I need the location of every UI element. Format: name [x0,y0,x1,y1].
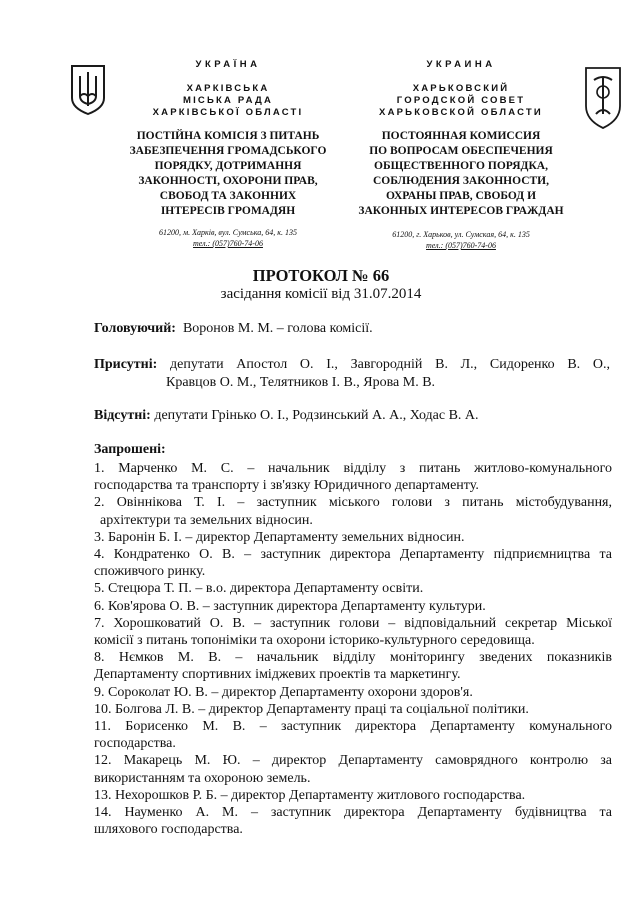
list-item: 7. Хорошковатий О. В. – заступник голови – відповідальний секретар Міської [94,615,612,631]
commission-line-1: ПОСТІЙНА КОМІСІЯ З ПИТАНЬ [136,130,320,142]
list-item: 11. Борисенко М. В. – заступник директора Департаменту комунального [94,719,612,735]
list-item: 3. Баронін Б. І. – директор Департаменту земельних відносин. [94,529,465,545]
commission-line-3: ПОРЯДКУ, ДОТРИМАННЯ [154,160,302,172]
council-line-3: ХАРЬКОВСКОЙ ОБЛАСТИ [379,107,543,118]
absent-line [94,407,479,424]
present-text-1: депутати Апостол О. І., Завгородній В. Л., Сидоренко В. О., [170,357,611,372]
absent-text: депутати Грінько О. І., Родзинський А. А., Ходас В. А. [154,408,479,423]
address-ua [118,227,338,249]
country-name-ua: УКРАЇНА [195,59,261,70]
council-line-2: ГОРОДСКОЙ СОВЕТ [396,95,526,106]
present-line-1 [94,356,610,373]
list-item: 12. Макарець М. Ю. – директор Департаменту самоврядного контролю за [94,753,612,769]
header-left [118,59,338,249]
invited-label-text: Запрошені: [94,442,166,457]
list-item: 6. Ков'ярова О. В. – заступник директора Департаменту культури. [94,598,486,614]
present-label: Присутні: [94,357,158,372]
list-item: 14. Науменко А. М. – заступник директора Департаменту будівництва та [94,805,612,821]
address-street: 61200, м. Харків, вул. Сумська, 64, к. 135 [159,228,297,237]
list-item: 5. Стецюра Т. П. – в.о. директора Департаменту освіти. [94,581,424,597]
commission-line-1: ПОСТОЯННАЯ КОМИССИЯ [381,130,541,142]
list-item: 2. Овіннікова Т. І. – заступник міського голови з питань містобудування, [94,495,612,511]
country-name-ru: УКРАИНА [426,59,496,70]
protocol-title: ПРОТОКОЛ № 66 [252,266,390,285]
council-line-1: ХАРКІВСЬКА [186,83,270,94]
kharkiv-coat-of-arms-icon [580,62,626,134]
list-item: господарства та транспорту і зв'язку Юридичного департаменту. [94,478,479,494]
address-ru [344,229,578,251]
list-item: архітектури та земельних відносин. [100,512,313,528]
list-item: господарства. [94,736,176,752]
present-line-2: Кравцов О. М., Телятников І. В., Ярова М. В. [166,375,436,390]
address-phone: тел.: (057)760-74-06 [426,241,496,250]
address-phone: тел.: (057)760-74-06 [193,239,263,248]
absent-label: Відсутні: [94,408,151,423]
list-item: 13. Нехорошков Р. Б. – директор Департаменту житлового господарства. [94,787,526,803]
list-item: споживчого ринку. [94,564,206,580]
chair-text: Воронов М. М. – голова комісії. [182,321,373,336]
list-item: використанням та охороною земель. [94,770,311,786]
protocol-subtitle: засідання комісії від 31.07.2014 [220,286,422,302]
list-item: 9. Сороколат Ю. В. – директор Департаменту охорони здоров'я. [94,684,473,700]
commission-line-6: ІНТЕРЕСІВ ГРОМАДЯН [160,205,296,217]
chair-label: Головуючий: [94,321,176,336]
chair-line [94,320,373,337]
commission-line-4: СОБЛЮДЕНИЯ ЗАКОННОСТИ, [372,175,549,187]
commission-line-6: ЗАКОННЫХ ИНТЕРЕСОВ ГРАЖДАН [358,205,564,217]
list-item: Департаменту спортивних іміджевих проектів та маркетингу. [94,667,461,683]
council-line-1: ХАРЬКОВСКИЙ [412,83,510,94]
list-item: 8. Нємков М. В. – начальник відділу моніторингу зведених показників [94,650,612,666]
address-street: 61200, г. Харьков, ул. Сумская, 64, к. 135 [392,230,530,239]
list-item: 4. Кондратенко О. В. – заступник директора Департаменту підприємництва та [94,547,612,563]
commission-line-4: ЗАКОННОСТІ, ОХОРОНИ ПРАВ, [138,175,318,187]
commission-line-5: СВОБОД ТА ЗАКОННИХ [159,190,297,202]
commission-line-2: ПО ВОПРОСАМ ОБЕСПЕЧЕНИЯ [369,145,553,157]
list-item: 10. Болгова Л. В. – директор Департаменту праці та соціальної політики. [94,701,529,717]
list-item: шляхового господарства. [94,822,243,838]
commission-line-5: ОХРАНЫ ПРАВ, СВОБОД И [385,190,537,202]
commission-line-2: ЗАБЕЗПЕЧЕННЯ ГРОМАДСЬКОГО [129,145,327,157]
council-line-2: МІСЬКА РАДА [182,95,274,106]
list-item: 1. Марченко М. С. – начальник відділу з питань житлово-комунального [94,461,612,476]
trident-emblem-icon [68,62,108,116]
invited-list [94,460,612,838]
commission-line-3: ОБЩЕСТВЕННОГО ПОРЯДКА, [374,160,548,172]
council-line-3: ХАРКІВСЬКОЇ ОБЛАСТІ [152,107,304,118]
list-item: комісії з питань топоніміки та охорони історико-культурного середовища. [94,633,535,649]
header-right [344,59,578,251]
invited-label [94,441,166,458]
